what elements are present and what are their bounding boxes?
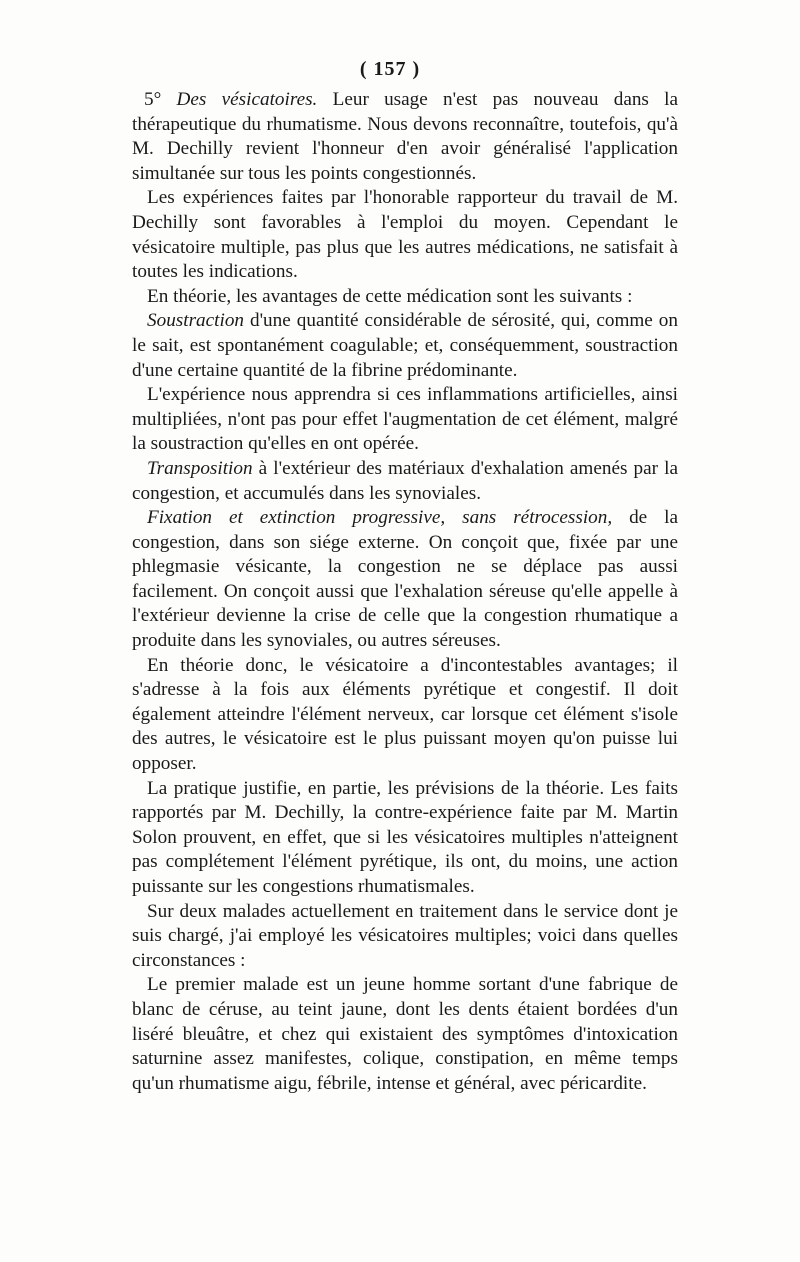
paragraph-text: de la congestion, dans son siége externe. On conçoit que, fixée par une phlegmasie vésicante, la congestion ne se déplace pas aussi facilement. On conçoit aussi que l'exhalation séreuse qu'elle appelle à l'extérieur devienne la crise de celle que la congestion rhumatique a produite dans les synoviales, ou autres séreuses. — [132, 507, 678, 652]
page-number: ( 157 ) — [359, 58, 421, 80]
paragraph-text: Le premier malade est un jeune homme sortant d'une fabrique de blanc de céruse, au teint jaune, dont les dents étaient bordées d'un liséré bleuâtre, et chez qui existaient des symptômes d'intoxication saturnine assez manifestes, colique, constipation, en même temps qu'un rhumatisme aigu, fébrile, intense et général, avec péricardite. — [132, 974, 678, 1094]
paragraph-text: Sur deux malades actuellement en traitement dans le service dont je suis chargé, j'ai employé les vésicatoires multiples; voici dans quelles circonstances : — [132, 900, 678, 971]
paragraph-emphasis: Soustraction — [147, 310, 245, 332]
paragraph-text: L'expérience nous apprendra si ces inflammations artificielles, ainsi multipliées, n'ont pas pour effet l'augmentation de cet élément, malgré la soustraction qu'elles en ont opérée. — [132, 384, 678, 455]
paragraph-emphasis: Transposition — [147, 457, 253, 479]
paragraph-text: Leur usage n'est pas nouveau dans la thérapeutique du rhumatisme. Nous devons reconnaître, toutefois, qu'à M. Dechilly revient l'honneur d'en avoir généralisé l'application simultanée sur tous les points congestionnés. — [132, 89, 678, 184]
paragraph-experience — [132, 383, 678, 457]
paragraph-soustraction — [132, 309, 678, 383]
paragraph-pratique — [132, 777, 678, 900]
paragraph-text: d'une quantité considérable de sérosité, qui, comme on le sait, est spontanément coagulable; et, conséquemment, soustraction d'une certaine quantité de la fibrine prédominante. — [132, 310, 678, 381]
paragraph-text: En théorie donc, le vésicatoire a d'incontestables avantages; il s'adresse à la fois aux éléments pyrétique et congestif. Il doit également atteindre l'élément nerveux, car lorsque cet élément s'isole des autres, le vésicatoire est le plus puissant moyen qu'on puisse lui opposer. — [132, 654, 678, 775]
paragraph-fixation — [132, 506, 678, 654]
paragraph-vesicatoires — [132, 88, 678, 186]
paragraph-theorie — [132, 285, 678, 310]
section-heading: Des vésicatoires. — [176, 89, 318, 110]
section-number: 5° — [144, 89, 177, 110]
paragraph-emphasis: Fixation et extinction progressive, sans rétrocession, — [147, 507, 613, 529]
paragraph-deux-malades — [132, 900, 678, 974]
paragraph-premier-malade — [132, 973, 678, 1096]
paragraph-text: à l'extérieur des matériaux d'exhalation amenés par la congestion, et accumulés dans les synoviales. — [132, 457, 678, 504]
paragraph-text: Les expériences faites par l'honorable rapporteur du travail de M. Dechilly sont favorables à l'emploi du moyen. Cependant le vésicatoire multiple, pas plus que les autres médications, ne satisfait à toutes les indications. — [132, 187, 678, 283]
paragraph-experiences — [132, 186, 678, 284]
paragraph-theorie-donc — [132, 654, 678, 777]
paragraph-transposition — [132, 457, 678, 506]
paragraph-text: La pratique justifie, en partie, les prévisions de la théorie. Les faits rapportés par M. Dechilly, la contre-expérience faite par M. Martin Solon prouvent, en effet, que si les vésicatoires multiples n'atteignent pas complétement l'élément pyrétique, ils ont, du moins, une action puissante sur les congestions rhumatismales. — [132, 777, 678, 897]
paragraph-text: En théorie, les avantages de cette médication sont les suivants : — [147, 285, 633, 307]
body-text — [132, 88, 678, 1096]
